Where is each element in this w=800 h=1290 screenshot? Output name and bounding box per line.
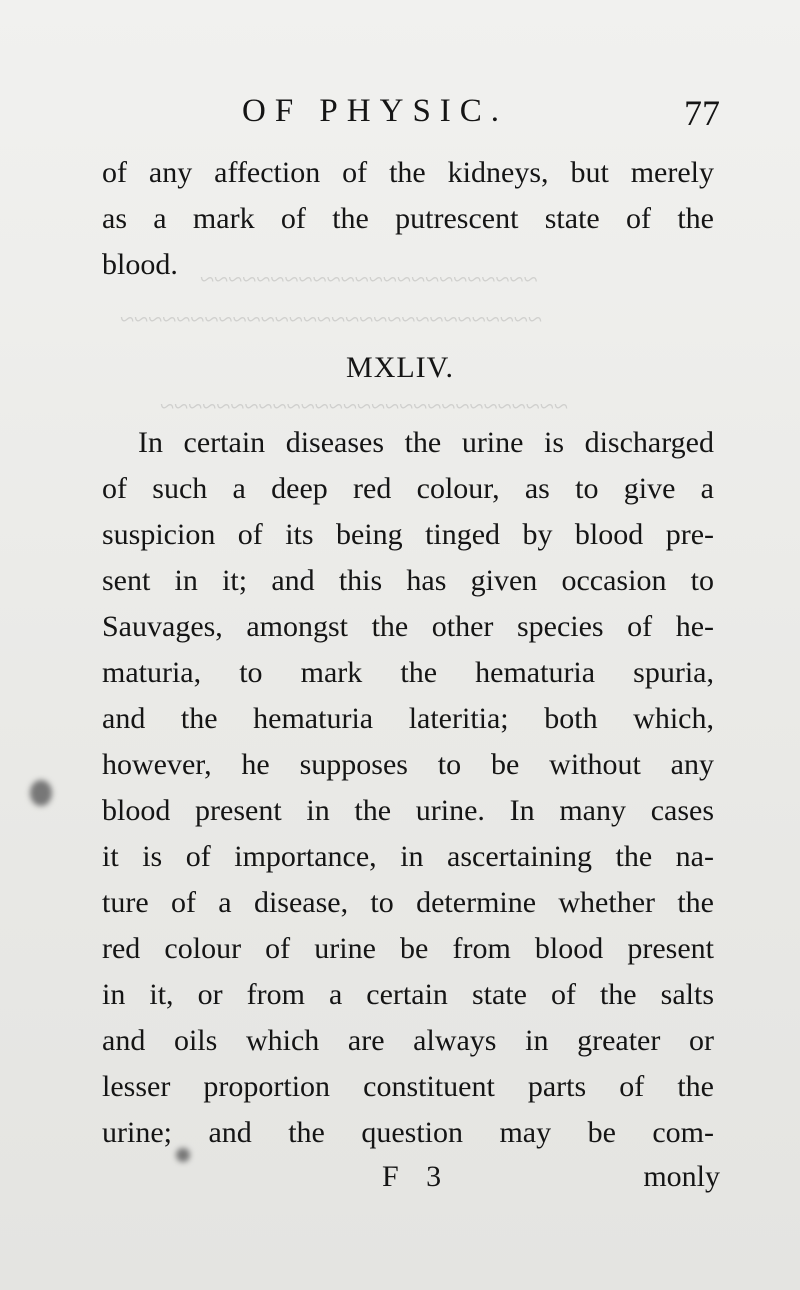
ink-blot xyxy=(30,780,52,806)
text-line: of any affection of the kidneys, but merely xyxy=(102,156,714,189)
text-line: it is of importance, in ascertaining the na- xyxy=(102,840,714,873)
text-line: Sauvages, amongst the other species of he- xyxy=(102,610,714,643)
page-header xyxy=(100,86,720,136)
show-through-text: ~~~~~~~~~~~~~~~~~~~~~~~~~~~~~ xyxy=(160,392,568,421)
text-line: in it, or from a certain state of the salts xyxy=(102,978,714,1011)
text-line: suspicion of its being tinged by blood pre- xyxy=(102,518,714,551)
text-line: sent in it; and this has given occasion to xyxy=(102,564,714,597)
text-line: lesser proportion constituent parts of the xyxy=(102,1070,714,1103)
page-number: 77 xyxy=(684,93,720,133)
section-heading: MXLIV. xyxy=(346,351,454,384)
page-footer xyxy=(100,1152,720,1202)
text-line: urine; and the question may be com- xyxy=(102,1116,714,1149)
text-line: blood. xyxy=(102,248,178,281)
first-paragraph xyxy=(102,150,714,288)
show-through-text: ~~~~~~~~~~~~~~~~~~~~~~~~ xyxy=(200,265,538,294)
text-line: In certain diseases the urine is discharged xyxy=(138,426,714,459)
show-through-text: ~~~~~~~~~~~~~~~~~~~~~~~~~~~~~~ xyxy=(120,305,542,334)
text-line: red colour of urine be from blood present xyxy=(102,932,714,965)
text-line: blood present in the urine. In many cases xyxy=(102,794,714,827)
catchword: monly xyxy=(643,1160,720,1193)
text-line: however, he supposes to be without any xyxy=(102,748,714,781)
second-paragraph xyxy=(102,420,714,1156)
text-line: as a mark of the putrescent state of the xyxy=(102,202,714,235)
text-line: of such a deep red colour, as to give a xyxy=(102,472,714,505)
text-line: and oils which are always in greater or xyxy=(102,1024,714,1057)
text-line: and the hematuria lateritia; both which, xyxy=(102,702,714,735)
signature-mark: F 3 xyxy=(382,1160,452,1193)
text-line: ture of a disease, to determine whether the xyxy=(102,886,714,919)
running-head: OF PHYSIC. xyxy=(242,93,509,129)
text-line: maturia, to mark the hematuria spuria, xyxy=(102,656,714,689)
